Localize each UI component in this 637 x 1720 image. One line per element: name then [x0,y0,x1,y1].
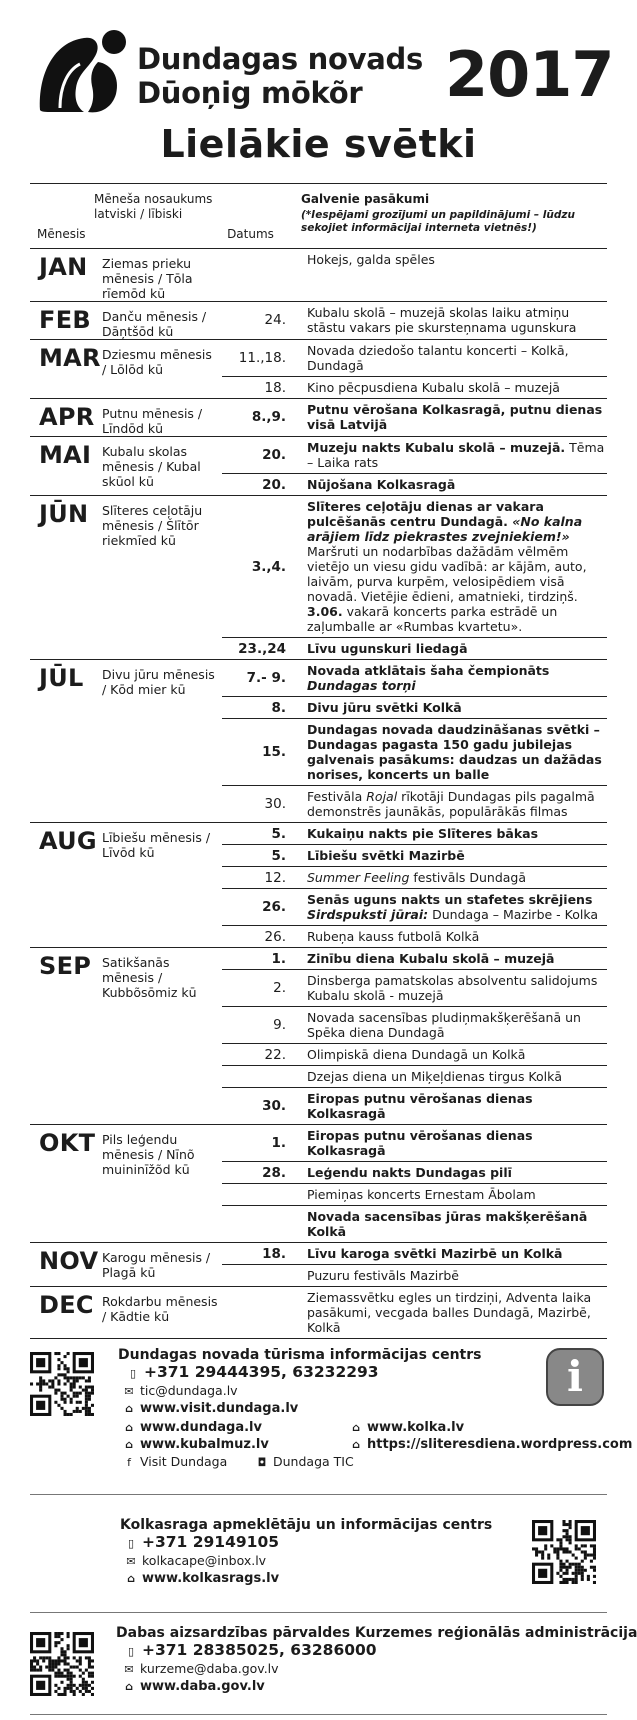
event-text-part: Līvu ugunskuri liedagā [307,641,468,656]
event-row [222,969,607,1006]
event-text [295,1066,607,1087]
tic-title: Dundagas novada tūrisma informācijas centrs [118,1347,482,1363]
event-text-part: Muzeju nakts Kubalu skolā – muzejā. [307,440,566,455]
event-row [222,844,607,866]
event-text [295,340,607,376]
event-text-part: Eiropas putnu vērošanas dienas Kolkasragā [307,1128,533,1158]
event-row [222,1087,607,1124]
event-text [295,1162,607,1183]
qr-code-icon [30,1352,94,1416]
daba-phone: +371 28385025, 63286000 [142,1641,377,1659]
event-description [307,1047,525,1062]
event-list [222,249,607,301]
event-description [307,892,607,922]
page-title: Lielākie svētki [160,122,477,166]
event-date: 5. [271,847,286,864]
daba-web[interactable]: www.daba.gov.lv [140,1679,265,1694]
event-date: 2. [273,980,286,996]
divider [30,1612,607,1613]
event-date: 8. [271,699,286,716]
event-text-part: Novada sacensības jūras makšķerēšanā Kolkā [307,1209,588,1239]
month-row [30,1287,607,1339]
event-text-part: Sirdspuksti jūrai: [307,907,429,922]
event-row [222,437,607,473]
month-name: Ziemas prieku mēnesis / Tōla rīemōd kū [102,256,193,301]
event-description [307,252,435,267]
event-text-part: Olimpiskā diena Dundagā un Kolkā [307,1047,526,1062]
event-text-part: Piemiņas koncerts Ernestam Ābolam [307,1187,536,1202]
event-row [222,866,607,888]
event-date [222,249,295,270]
event-text-part: Putnu vērošana Kolkasragā, putnu dienas visā Latvijā [307,402,603,432]
tic-web-row-2 [349,1419,632,1453]
event-date: 15. [262,744,286,760]
event-date: 24. [264,312,286,328]
event-list [222,437,607,495]
event-text-part: rīkotāji Dundagas pils pagalmā demonstrēs jaunākās, populārākās filmas [307,789,595,819]
event-text-part: Rubeņa kauss futbolā Kolkā [307,929,480,944]
event-date: 22. [264,1046,286,1063]
event-text [295,377,607,398]
event-description [307,1290,607,1335]
month-name: Divu jūru mēnesis / Kōd mier kū [102,667,215,697]
event-date: 1. [271,1135,286,1151]
month-name: Karogu mēnesis / Plagā kū [102,1250,211,1280]
event-description [307,722,607,782]
month-code: MAI [39,441,92,469]
event-text-part: Ziemassvētku egles un tirdziņi, Adventa laika pasākumi, vecgada balles Dundagā, Mazirbē, Kolkā [307,1290,592,1335]
event-date: 30. [262,1098,286,1114]
event-row [222,1006,607,1043]
event-text-part: Summer Feeling [307,870,410,885]
month-row [30,660,607,823]
event-description [307,1268,459,1283]
tic-web-kubalmuz[interactable]: www.kubalmuz.lv [140,1437,269,1452]
month-code: JŪN [39,500,89,528]
event-description [307,951,555,966]
event-text-part: Rojal [366,789,398,804]
facebook-icon: f [127,1456,131,1469]
kolkasrags-title: Kolkasraga apmeklētāju un informācijas centrs [120,1517,493,1533]
event-row [222,785,607,822]
event-date: 20. [262,447,286,463]
event-text [295,437,607,473]
month-name: Putnu mēnesis / Līndōd kū [102,406,203,436]
col-events-title: Galvenie pasākumi [301,192,430,206]
event-description [307,1010,607,1040]
month-name: Kubalu skolas mēnesis / Kubal skūol kū [102,444,201,489]
home-icon: ⌂ [125,1421,133,1434]
event-text [295,867,607,888]
event-row [222,1264,607,1286]
month-name: Rokdarbu mēnesis / Kādtie kū [102,1294,218,1324]
col-month-header: Mēnesis [37,227,86,241]
kolkasrags-contact [120,1517,492,1587]
event-text [295,948,607,969]
event-text-part: Novada dziedošo talantu koncerti – Kolkā, Dundagā [307,343,569,373]
event-text [295,1088,607,1124]
month-code: AUG [39,827,97,855]
event-text [295,399,607,435]
event-description [307,700,462,715]
brand-line-2: Dūoņig mōkõr [137,76,363,110]
event-description [307,973,607,1003]
event-date: 26. [262,899,286,915]
month-row [30,496,607,660]
event-description [307,402,607,432]
event-text [295,1206,607,1242]
event-description [307,1246,563,1261]
event-description [307,1128,607,1158]
event-row [222,340,607,376]
event-text [295,1184,607,1205]
event-description [307,380,560,395]
tic-facebook[interactable]: Visit Dundaga [140,1454,228,1469]
event-row [222,473,607,495]
event-text-part: Zinību diena Kubalu skolā – muzejā [307,951,555,966]
tic-email[interactable]: tic@dundaga.lv [140,1383,238,1398]
event-description [307,1165,512,1180]
event-row [222,1243,607,1264]
event-row [222,925,607,947]
event-text-part: Lībiešu svētki Mazirbē [307,848,465,863]
event-text [295,926,607,947]
event-text-part: «No kalna arājiem līdz piekrastes zvejniekiem!» [307,514,583,544]
event-text-part: Hokejs, galda spēles [307,252,435,267]
event-description [307,440,607,470]
col-events-note: (*Iespējami grozījumi un papildinājumi – lūdzu sekojiet informācijai interneta vietnēs!) [301,209,575,234]
event-text [295,889,607,925]
event-text-part: Dundaga – Mazirbe - Kolka [428,907,599,922]
event-row [222,399,607,435]
event-text-part: Dundagas torņi [307,678,416,693]
event-date: 18. [262,1245,286,1262]
tic-web-sliteresdiena[interactable]: https://sliteresdiena.wordpress.com [367,1437,633,1452]
event-row [222,660,607,696]
event-date [222,1184,295,1205]
month-row [30,340,607,399]
month-code: APR [39,403,95,431]
event-row [222,823,607,844]
event-row [222,1065,607,1087]
month-name: Dziesmu mēnesis / Lōlōd kū [102,347,212,377]
phone-icon: ▯ [127,1537,135,1550]
event-date: 12. [264,869,286,886]
event-row [222,1125,607,1161]
tic-contact [118,1347,481,1417]
event-text-part: vakarā koncerts parka estrādē un zaļumballe ar «Rumbas kvartetu». [307,604,558,634]
event-list [222,1243,607,1286]
event-text-part: Maršruti un nodarbības dažādām vēlmēm vietējo un viesu gidu vadībā: ar kājām, auto, laivām, purva kurpēm, velosipēdiem visā novadā. Vietējie ēdieni, amatnieki, tirdziņš. [307,544,587,604]
event-text [295,249,607,270]
event-row [222,302,607,338]
kolkasrags-phone: +371 29149105 [142,1533,280,1551]
event-text [295,474,607,495]
event-list [222,496,607,659]
event-text-part: Novada atklātais šaha čempionāts [307,663,550,678]
month-code: NOV [39,1247,99,1275]
event-date: 8.,9. [251,409,286,425]
month-code: MAR [39,344,101,372]
month-name: Pils leģendu mēnesis / Nīnõ muininīžõd kū [102,1132,195,1177]
phone-icon: ▯ [129,1367,137,1380]
home-icon: ⌂ [127,1572,135,1585]
event-description [307,789,607,819]
home-icon: ⌂ [352,1421,360,1434]
event-date: 3.,4. [251,558,286,575]
year: 2017 [445,38,614,111]
brand-line-1: Dundagas novads [137,42,423,76]
event-description [307,929,479,944]
event-text [295,1265,607,1286]
event-description [307,305,607,335]
event-description [307,1091,607,1121]
event-row [222,376,607,398]
event-description [307,870,526,885]
event-text-part: Novada sacensības pludiņmakšķerēšanā un Spēka diena Dundagā [307,1010,581,1040]
event-text-part: Senās uguns nakts un stafetes skrējiens [307,892,593,907]
event-list [222,1125,607,1242]
event-row [222,1287,607,1338]
event-date: 30. [264,796,286,812]
mail-icon: ✉ [126,1555,136,1568]
event-date [222,1287,295,1338]
event-description [307,477,455,492]
draugiem-icon: ◘ [257,1456,267,1469]
event-row [222,637,607,659]
event-row [222,1205,607,1242]
event-text [295,638,607,659]
event-row [222,696,607,718]
home-icon: ⌂ [352,1438,360,1451]
event-date: 28. [262,1164,286,1181]
month-list [30,249,607,1339]
event-date: 1. [271,950,286,967]
divider [30,1714,607,1715]
event-text-part: Dinsberga pamatskolas absolventu salidojums Kubalu skolā - muzejā [307,973,598,1003]
event-description [307,826,538,841]
event-text-part: Kubalu skolā – muzejā skolas laiku atmiņu stāstu vakars pie skursteņnama ugunskura [307,305,577,335]
event-text-part: Divu jūru svētki Kolkā [307,700,462,715]
event-list [222,399,607,436]
event-text [295,302,607,338]
event-date: 11.,18. [238,350,286,366]
month-code: OKT [39,1129,96,1157]
event-description [307,1187,536,1202]
event-text [295,660,607,696]
mail-icon: ✉ [124,1385,134,1398]
qr-code-icon [532,1520,596,1584]
event-date: 18. [264,379,286,396]
event-text [295,823,607,844]
event-text-part: Festivāla [307,789,367,804]
event-text-part: Dundagas novada daudzināšanas svētki – Dundagas pagasta 150 gadu jubilejas galvenais pasākums: daudzas un dažādas norises, koncerts un balle [307,722,602,782]
divider [30,1494,607,1495]
event-row [222,1043,607,1065]
event-text-part: 3.06. [307,604,343,619]
event-text [295,1125,607,1161]
tic-web-kolka[interactable]: www.kolka.lv [367,1420,465,1435]
event-text-part: Kukaiņu nakts pie Slīteres bākas [307,826,539,841]
month-row [30,437,607,496]
kolkasrags-web[interactable]: www.kolkasrags.lv [142,1571,280,1586]
event-text-part: Eiropas putnu vērošanas dienas Kolkasragā [307,1091,533,1121]
daba-email[interactable]: kurzeme@daba.gov.lv [140,1661,279,1676]
event-text [295,1007,607,1043]
tic-draugiem [255,1453,354,1471]
event-date: 7.- 9. [246,670,286,686]
event-list [222,302,607,339]
event-description [307,343,607,373]
tic-web-row-1 [122,1419,269,1471]
mail-icon: ✉ [124,1663,134,1676]
month-code: SEP [39,952,92,980]
event-text-part: Nūjošana Kolkasragā [307,477,456,492]
month-row [30,1125,607,1243]
event-date: 9. [273,1017,286,1033]
event-description [307,1069,562,1084]
month-row [30,823,607,948]
home-icon: ⌂ [125,1438,133,1451]
tic-web-dundaga[interactable]: www.dundaga.lv [140,1420,262,1435]
event-list [222,660,607,822]
kolkasrags-email[interactable]: kolkacape@inbox.lv [142,1553,267,1568]
event-text [295,1243,607,1264]
event-text-part: Līvu karoga svētki Mazirbē un Kolkā [307,1246,563,1261]
event-date: 5. [271,825,286,842]
event-row [222,496,607,637]
col-date-header: Datums [227,227,274,241]
event-text [295,719,607,785]
event-row [222,1161,607,1183]
event-list [222,948,607,1124]
event-date [222,1206,295,1242]
event-text-part: Tēma – Laika rats [307,440,605,470]
event-description [307,1209,607,1239]
tic-phone: +371 29444395, 63232293 [144,1363,379,1381]
event-text [295,845,607,866]
daba-title: Dabas aizsardzības pārvaldes Kurzemes reģionālās administrācija [116,1625,637,1641]
phone-icon: ▯ [127,1645,135,1658]
event-row [222,1183,607,1205]
event-text [295,496,607,637]
month-code: JAN [39,253,88,281]
month-row [30,948,607,1125]
event-text-part: Leģendu nakts Dundagas pilī [307,1165,512,1180]
col-name-header: Mēneša nosaukums latviski / lībiski [94,192,213,221]
event-description [307,499,607,634]
event-date: 26. [264,928,286,945]
event-list [222,823,607,947]
qr-code-icon [30,1632,94,1696]
info-icon: i [546,1348,604,1406]
event-text [295,1287,607,1338]
dundaga-logo-icon [32,24,128,120]
event-row [222,718,607,785]
events-table [30,183,607,1339]
month-code: DEC [39,1291,94,1319]
event-text-part: Kino pēcpusdiena Kubalu skolā – muzejā [307,380,560,395]
table-header [30,184,607,249]
event-text-part: Dzejas diena un Miķeļdienas tirgus Kolkā [307,1069,563,1084]
month-row [30,1243,607,1287]
home-icon: ⌂ [125,1680,133,1693]
month-name: Danču mēnesis / Dāņtšōd kū [102,309,207,339]
tic-draugiem-label[interactable]: Dundaga TIC [273,1454,354,1469]
col-events-header [287,184,607,248]
event-description [307,848,465,863]
event-text [295,970,607,1006]
month-name: Satikšanās mēnesis / Kubbõsōmiz kū [102,955,197,1000]
home-icon: ⌂ [125,1402,133,1415]
event-list [222,340,607,398]
event-list [222,1287,607,1338]
event-row [222,948,607,969]
month-name: Slīteres ceļotāju mēnesis / Šlītōr riekmīed kū [102,503,203,548]
event-date [222,1066,295,1087]
event-text-part: Puzuru festivāls Mazirbē [307,1268,459,1283]
month-code: JŪL [39,664,84,692]
event-description [307,641,468,656]
month-row [30,249,607,302]
event-row [222,888,607,925]
event-description [307,663,607,693]
event-row [222,249,607,270]
month-row [30,399,607,437]
event-date [222,1265,295,1286]
event-date: 20. [262,476,286,493]
event-text [295,697,607,718]
event-text-part: Slīteres ceļotāju dienas ar vakara pulcēšanās centru Dundagā. [307,499,544,529]
daba-contact [116,1625,637,1695]
event-text [295,1044,607,1065]
month-code: FEB [39,306,91,334]
event-date: 23.,24 [238,640,286,657]
month-row [30,302,607,340]
event-text [295,786,607,822]
tic-web-visit[interactable]: www.visit.dundaga.lv [140,1401,299,1416]
event-text-part: festivāls Dundagā [409,870,527,885]
month-name: Lībiešu mēnesis / Līvōd kū [102,830,211,860]
